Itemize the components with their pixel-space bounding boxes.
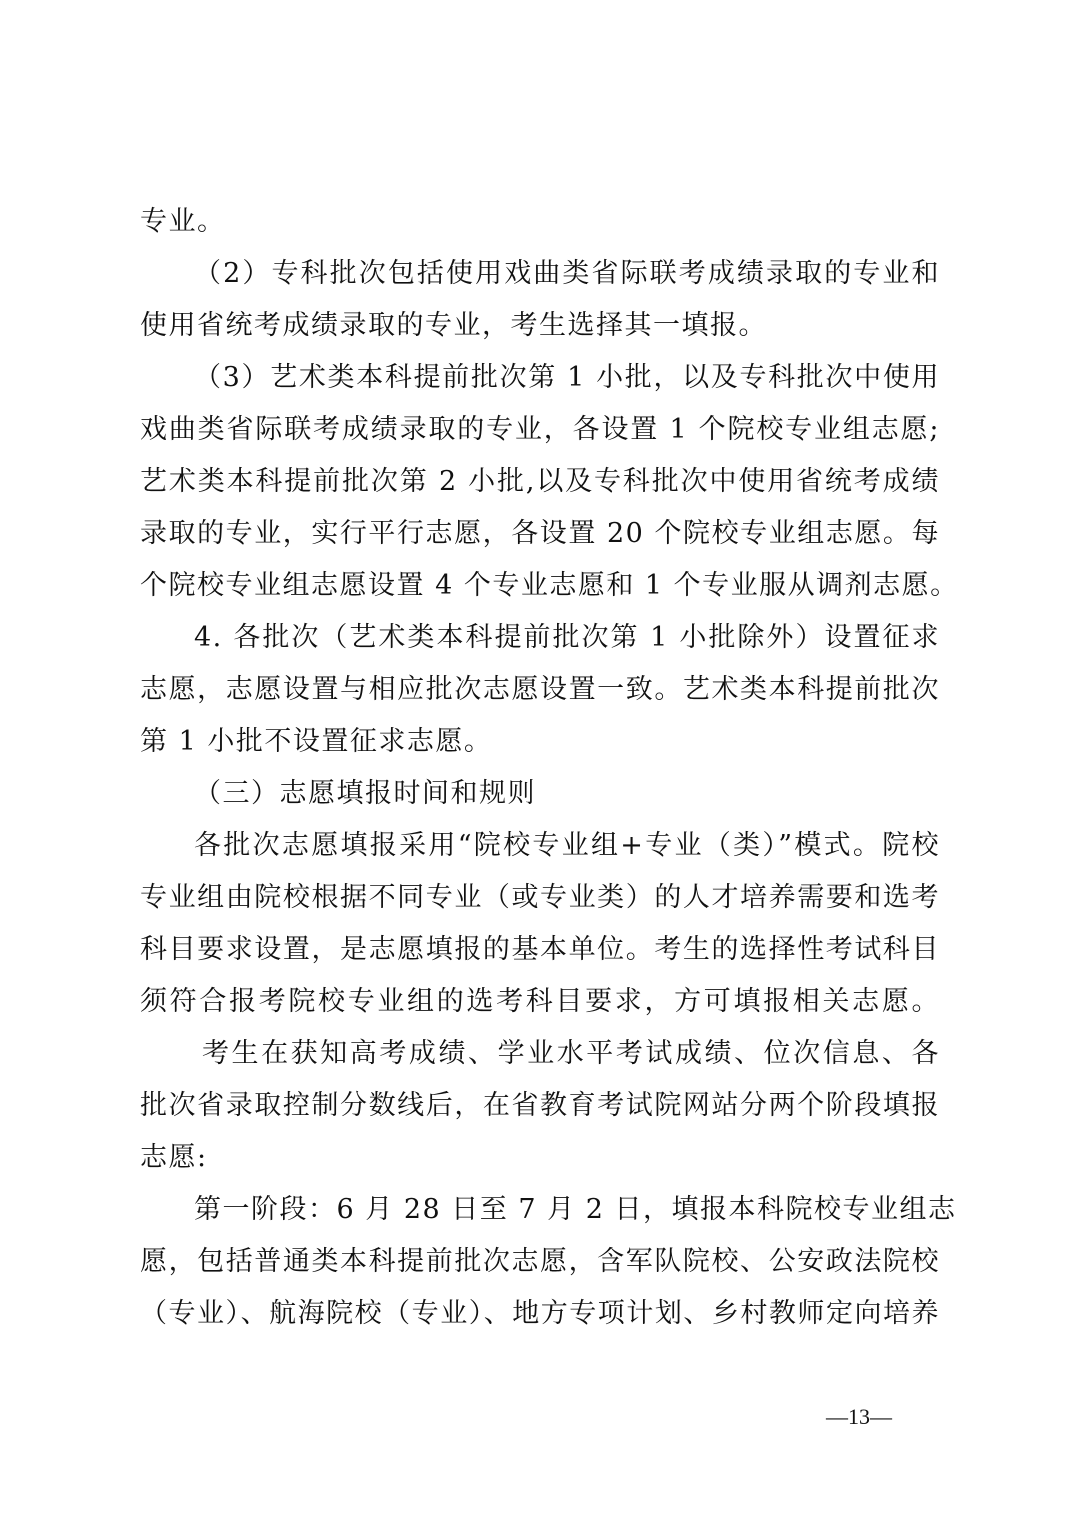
text-line-21: 愿，包括普通类本科提前批次志愿，含军队院校、公安政法院校	[140, 1246, 940, 1277]
text-line-22: （专业）、航海院校（专业）、地方专项计划、乡村教师定向培养	[140, 1298, 940, 1329]
text-line-16: 须符合报考院校专业组的选考科目要求，方可填报相关志愿。	[140, 986, 940, 1017]
text-line-2: （2）专科批次包括使用戏曲类省际联考成绩录取的专业和	[194, 258, 940, 289]
text-line-1: 专业。	[140, 206, 226, 237]
text-line-17: 考生在获知高考成绩、学业水平考试成绩、位次信息、各	[202, 1038, 940, 1069]
text-line-14: 专业组由院校根据不同专业（或专业类）的人才培养需要和选考	[140, 882, 940, 913]
text-line-18: 批次省录取控制分数线后，在省教育考试院网站分两个阶段填报	[140, 1090, 940, 1121]
text-line-15: 科目要求设置，是志愿填报的基本单位。考生的选择性考试科目	[140, 934, 940, 965]
text-line-11: 第 1 小批不设置征求志愿。	[140, 726, 493, 757]
text-line-6: 艺术类本科提前批次第 2 小批,以及专科批次中使用省统考成绩	[140, 466, 940, 497]
text-line-13: 各批次志愿填报采用“院校专业组+专业（类）”模式。院校	[194, 830, 940, 861]
text-line-9: 4. 各批次（艺术类本科提前批次第 1 小批除外）设置征求	[194, 622, 940, 653]
text-line-5: 戏曲类省际联考成绩录取的专业，各设置 1 个院校专业组志愿;	[140, 414, 940, 445]
text-line-19: 志愿:	[140, 1142, 208, 1173]
text-line-20: 第一阶段：6 月 28 日至 7 月 2 日，填报本科院校专业组志	[194, 1194, 957, 1225]
text-line-7: 录取的专业，实行平行志愿，各设置 20 个院校专业组志愿。每	[140, 518, 940, 549]
page-number: —13—	[826, 1404, 892, 1429]
text-line-10: 志愿，志愿设置与相应批次志愿设置一致。艺术类本科提前批次	[140, 674, 940, 705]
body-text	[140, 196, 959, 1340]
text-line-3: 使用省统考成绩录取的专业，考生选择其一填报。	[140, 310, 767, 341]
text-line-4: （3）艺术类本科提前批次第 1 小批，以及专科批次中使用	[194, 362, 940, 393]
section-heading: （三）志愿填报时间和规则	[194, 778, 536, 809]
text-line-8: 个院校专业组志愿设置 4 个专业志愿和 1 个专业服从调剂志愿。	[140, 570, 959, 601]
